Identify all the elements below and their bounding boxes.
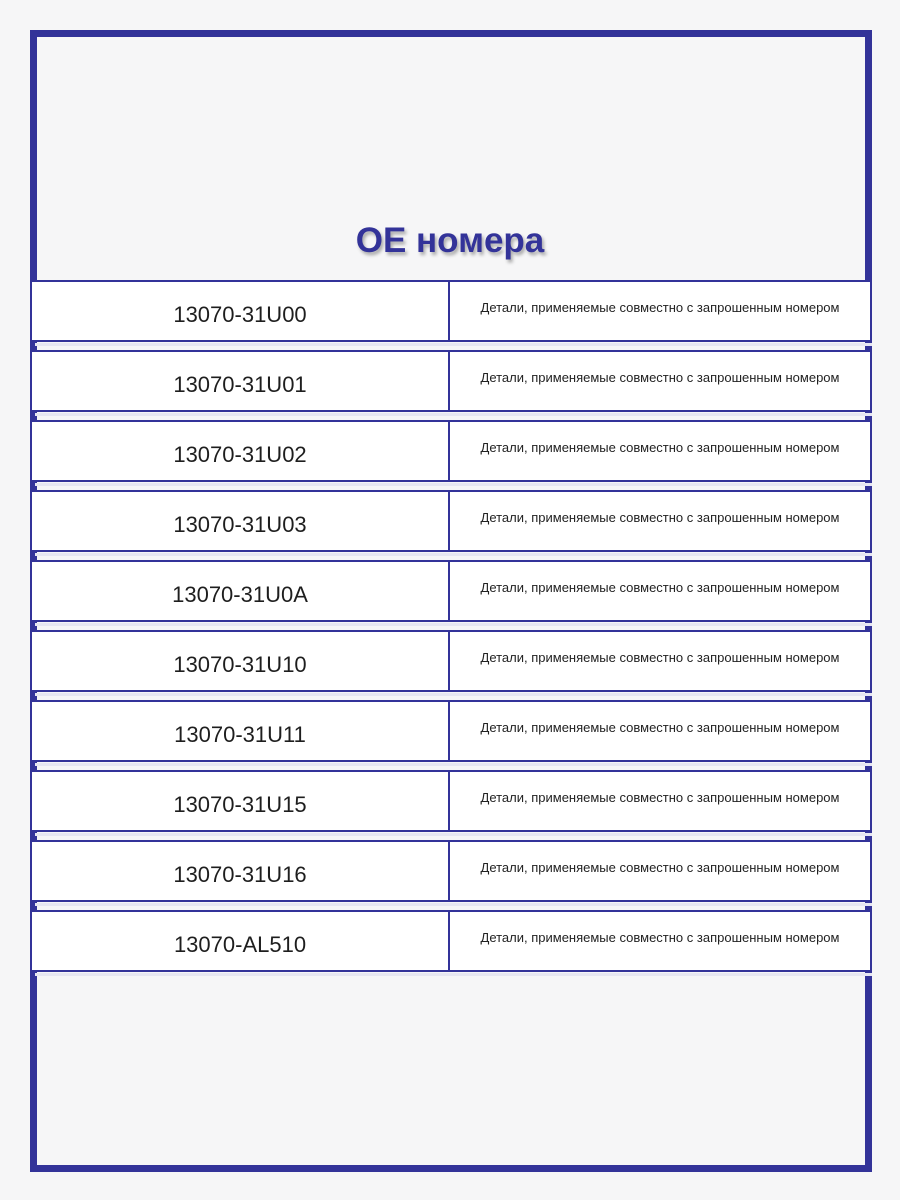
oe-number: 13070-31U10 [32, 632, 450, 690]
table-row [30, 420, 872, 482]
row-description: Детали, применяемые совместно с запрошенным номером [480, 579, 840, 595]
oe-number: 13070-31U16 [32, 842, 450, 900]
row-description: Детали, применяемые совместно с запрошенным номером [480, 299, 840, 315]
oe-number: 13070-31U02 [32, 422, 450, 480]
oe-numbers-table [30, 280, 872, 980]
oe-number: 13070-31U00 [32, 282, 450, 340]
oe-number: 13070-31U0A [32, 562, 450, 620]
oe-number: 13070-31U03 [32, 492, 450, 550]
oe-number: 13070-31U01 [32, 352, 450, 410]
row-description: Детали, применяемые совместно с запрошенным номером [480, 789, 840, 805]
table-row [30, 700, 872, 762]
row-description: Детали, применяемые совместно с запрошенным номером [480, 369, 840, 385]
row-description: Детали, применяемые совместно с запрошенным номером [480, 719, 840, 735]
row-description: Детали, применяемые совместно с запрошенным номером [480, 859, 840, 875]
table-row [30, 280, 872, 342]
table-row [30, 560, 872, 622]
page-title: OE номера [355, 221, 545, 260]
oe-number: 13070-31U11 [32, 702, 450, 760]
oe-number: 13070-AL510 [32, 912, 450, 970]
oe-number: 13070-31U15 [32, 772, 450, 830]
row-description: Детали, применяемые совместно с запрошенным номером [480, 439, 840, 455]
table-row [30, 910, 872, 972]
table-row [30, 630, 872, 692]
table-row [30, 490, 872, 552]
row-description: Детали, применяемые совместно с запрошенным номером [480, 649, 840, 665]
table-row [30, 840, 872, 902]
table-row [30, 770, 872, 832]
row-description: Детали, применяемые совместно с запрошенным номером [480, 929, 840, 945]
table-row [30, 350, 872, 412]
row-description: Детали, применяемые совместно с запрошенным номером [480, 509, 840, 525]
